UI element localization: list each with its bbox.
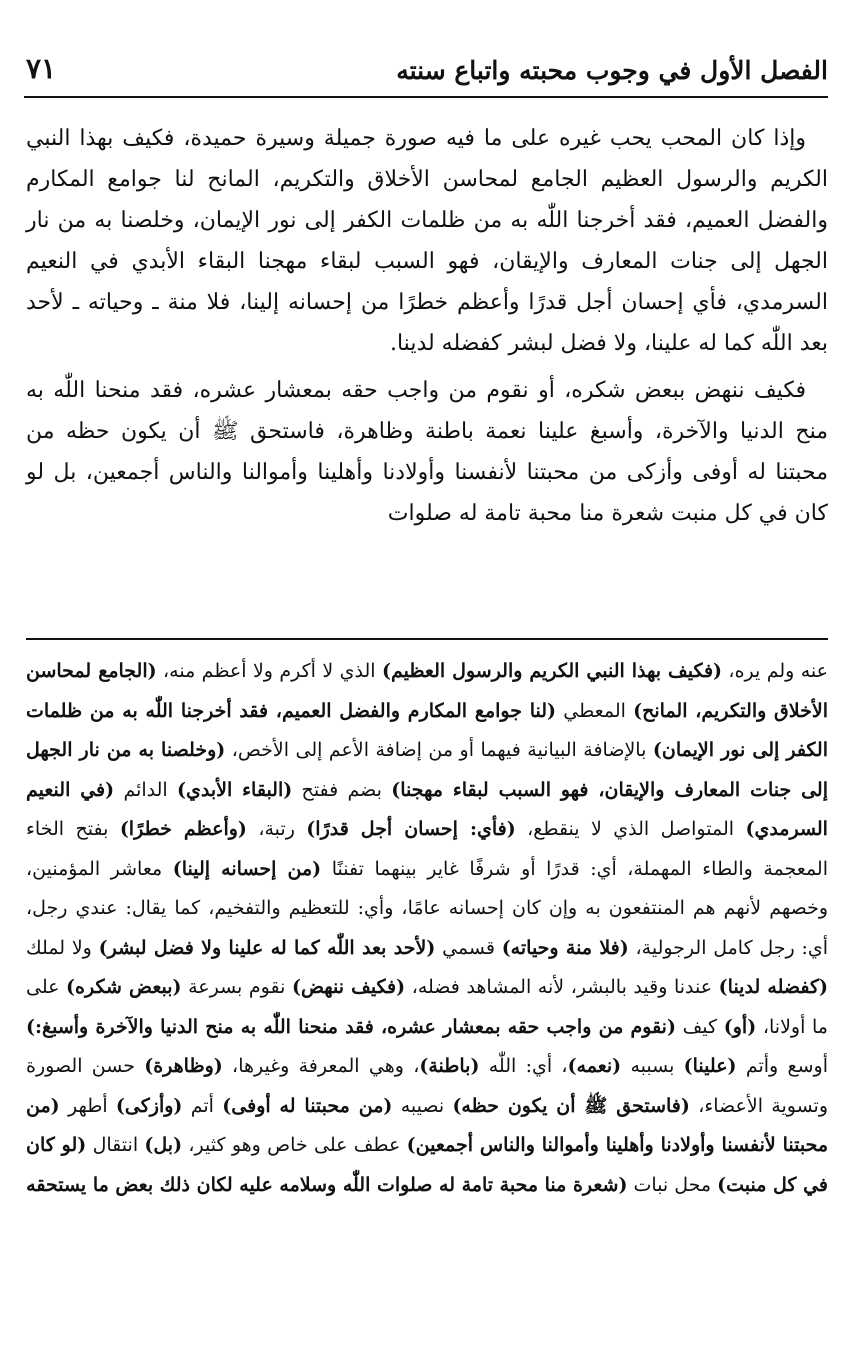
quoted-text-segment: (كفضله لدينا) xyxy=(718,976,828,998)
quoted-text-segment: (شعرة منا محبة تامة له صلوات اللّٰه وسلامه عليه لكان ذلك بعض ما يستحقه xyxy=(26,1173,628,1196)
quoted-text-segment: (ببعض شكره) xyxy=(66,976,182,998)
quoted-text-segment: (علينا) xyxy=(683,1055,737,1077)
footnote-paragraph xyxy=(26,652,828,1205)
commentary-segment: المعطي xyxy=(556,699,634,722)
footnote-divider xyxy=(26,638,828,640)
commentary-segment: عطف على خاص وهو كثير، xyxy=(182,1134,407,1156)
commentary-segment: نقوم بسرعة xyxy=(181,976,292,998)
quoted-text-segment: (فكيف ننهض) xyxy=(291,976,406,998)
quoted-text-segment: (في النعيم السرمدي) xyxy=(26,778,828,840)
commentary-segment: أوسع وأتم xyxy=(736,1055,828,1077)
commentary-segment: بفتح الخاء المعجمة والطاء المهملة، أي: قدرًا أو شرفًا غاير بينهما تفننًا xyxy=(26,818,828,880)
commentary-segment: انتقال xyxy=(86,1134,145,1156)
commentary-segment: المتواصل الذي لا ينقطع، xyxy=(515,818,746,840)
quoted-text-segment: (لو كان في كل منبت) xyxy=(26,1134,828,1196)
quoted-text-segment: (باطنة) xyxy=(419,1055,480,1077)
main-paragraph: وإذا كان المحب يحب غيره على ما فيه صورة جميلة وسيرة حميدة، فكيف بهذا النبي الكريم والرسول العظيم الجامع لمحاسن الأخلاق والتكريم، المانح لنا جوامع المكارم والفضل العميم، فقد أخرجنا اللّٰه به من ظلمات الكفر إلى نور الإيمان، وخلصنا به من نار الجهل إلى جنات المعارف والإيقان، فهو السبب لبقاء مهجنا البقاء الأبدي في النعيم السرمدي، فأي إحسان أجل قدرًا وأعظم خطرًا من إحسانه إلينا، فلا منة ـ وحياته ـ لأحد بعد اللّٰه كما له علينا، ولا فضل لبشر كفضله لدينا. xyxy=(26,126,828,356)
commentary-segment: ، أي: اللّٰه xyxy=(479,1055,568,1077)
quoted-text-segment: (فكيف بهذا النبي الكريم والرسول العظيم) xyxy=(381,660,723,682)
commentary-segment: عنه ولم يره، xyxy=(722,660,829,682)
quoted-text-segment: (نقوم من واجب حقه بمعشار عشره، فقد منحنا اللّٰه به منح الدنيا والآخرة وأسبغ:) xyxy=(26,1015,676,1038)
commentary-segment: قسمي xyxy=(435,936,502,959)
quoted-text-segment: (لنا جوامع المكارم والفضل العميم، فقد أخرجنا اللّٰه به من ظلمات الكفر إلى نور الإيمان) xyxy=(26,699,828,761)
commentary-segment: أطهر xyxy=(59,1094,116,1117)
commentary-segment: ، وهي المعرفة وغيرها، xyxy=(222,1055,420,1077)
page-header xyxy=(24,52,828,98)
main-paragraph: فكيف ننهض ببعض شكره، أو نقوم من واجب حقه بمعشار عشره، فقد منحنا اللّٰه به منح الدنيا والآخرة، وأسبغ علينا نعمة باطنة وظاهرة، فاستحق ﷺ أن يكون حظه من محبتنا له أوفى وأزكى من محبتنا لأنفسنا وأولادنا وأهلينا وأموالنا والناس أجمعين، بل لو كان في كل منبت شعرة منا محبة تامة له صلوات xyxy=(26,378,828,526)
commentary-segment: ولا لملك xyxy=(26,936,99,959)
quoted-text-segment: (من إحسانه إلينا) xyxy=(172,857,322,880)
commentary-segment: على ما أولانا، xyxy=(26,976,828,1038)
commentary-segment: بسببه xyxy=(621,1055,684,1077)
commentary-segment: الذي لا أكرم ولا أعظم منه، xyxy=(156,660,382,682)
main-text xyxy=(26,118,828,540)
quoted-text-segment: (بل) xyxy=(144,1134,183,1156)
quoted-text-segment: (فاستحق ﷺ أن يكون حظه) xyxy=(452,1094,690,1117)
header-divider xyxy=(24,96,828,98)
commentary-segment: بالإضافة البيانية فيهما أو من إضافة الأعم إلى الأخص، xyxy=(225,739,653,761)
quoted-text-segment: (وأزكى) xyxy=(115,1094,183,1117)
commentary-segment: عندنا وقيد بالبشر، لأنه المشاهد فضله، xyxy=(405,976,719,998)
quoted-text-segment: (أو) xyxy=(723,1015,757,1038)
commentary-segment: أتم xyxy=(182,1094,223,1117)
commentary-segment: الدائم xyxy=(114,778,177,801)
commentary-segment: نصيبه xyxy=(392,1094,453,1117)
commentary-segment: حسن الصورة وتسوية الأعضاء، xyxy=(26,1055,828,1117)
commentary-segment: بضم ففتح xyxy=(292,778,392,801)
quoted-text-segment: (وخلصنا به من نار الجهل إلى جنات المعارف والإيقان، فهو السبب لبقاء مهجنا) xyxy=(26,739,828,801)
commentary-segment: محل نبات xyxy=(627,1173,718,1196)
quoted-text-segment: (وظاهرة) xyxy=(144,1055,223,1077)
commentary-segment: رتبة، xyxy=(246,818,307,840)
quoted-text-segment: (وأعظم خطرًا) xyxy=(119,818,247,840)
page-number: ٧١ xyxy=(26,52,57,85)
quoted-text-segment: (الجامع لمحاسن الأخلاق والتكريم، المانح) xyxy=(26,660,828,722)
quoted-text-segment: (فلا منة وحياته) xyxy=(501,936,629,959)
commentary-segment: كيف xyxy=(675,1015,724,1038)
quoted-text-segment: (نعمه) xyxy=(567,1055,622,1077)
commentary-footnote xyxy=(26,652,828,1205)
quoted-text-segment: (فأي: إحسان أجل قدرًا) xyxy=(306,818,516,840)
quoted-text-segment: (لأحد بعد اللّٰه كما له علينا ولا فضل لبشر) xyxy=(98,936,436,959)
quoted-text-segment: (من محبتنا لأنفسنا وأولادنا وأهلينا وأموالنا والناس أجمعين) xyxy=(26,1094,829,1156)
quoted-text-segment: (من محبتنا له أوفى) xyxy=(222,1094,393,1117)
quoted-text-segment: (البقاء الأبدي) xyxy=(177,778,293,801)
chapter-title: الفصل الأول في وجوب محبته واتباع سنته xyxy=(396,56,828,85)
commentary-segment: معاشر المؤمنين، وخصهم لأنهم هم المنتفعون به وإن كان إحسانه عامًا، وأي: للتعظيم والتفخيم، كما يقال: عندي رجل، أي: رجل كامل الرجولية، xyxy=(26,857,828,959)
